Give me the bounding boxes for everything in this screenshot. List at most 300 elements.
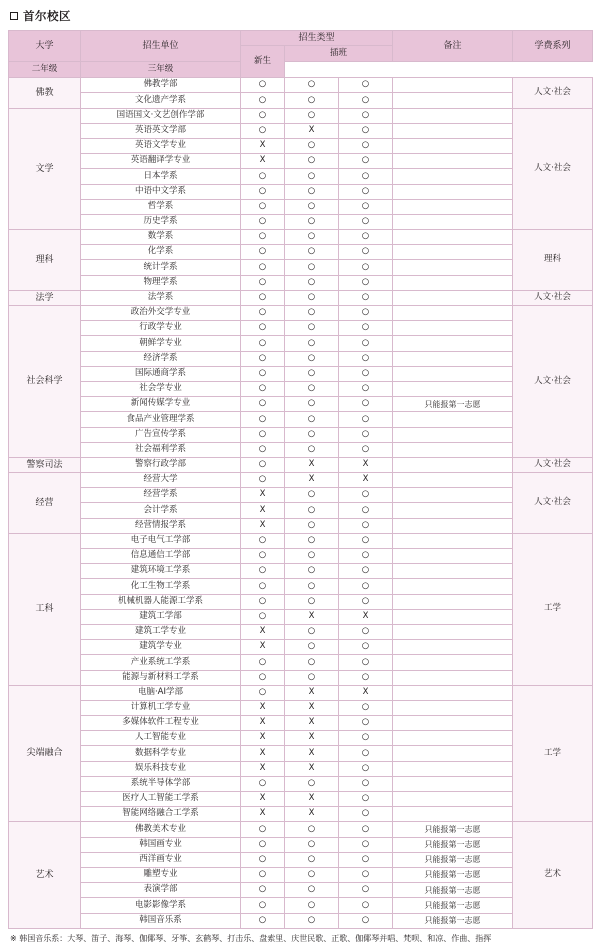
page-title: [10, 8, 592, 24]
table-row: [9, 381, 593, 396]
cell-new: X: [241, 138, 285, 153]
cell-unit: 政治外交学专业: [81, 306, 241, 321]
cell-unit: 物理学系: [81, 275, 241, 290]
cell-unit: 雕塑专业: [81, 867, 241, 882]
cell-unit: 化工生物工学系: [81, 579, 241, 594]
table-row: [9, 700, 593, 715]
cell-note: [393, 108, 513, 123]
cell-new: X: [241, 807, 285, 822]
table-row: [9, 290, 593, 305]
cell-unit: 新闻传媒学专业: [81, 397, 241, 412]
cell-unit: 国语国文·文艺创作学部: [81, 108, 241, 123]
cell-grade2: ○: [285, 822, 339, 837]
cell-unit: 经营大学: [81, 473, 241, 488]
cell-grade2: X: [285, 792, 339, 807]
cell-college: 文学: [9, 108, 81, 230]
table-row: [9, 685, 593, 700]
cell-college: 佛教: [9, 78, 81, 108]
table-row: [9, 898, 593, 913]
table-row: [9, 852, 593, 867]
cell-unit: 经营情报学系: [81, 518, 241, 533]
cell-grade3: ○: [339, 351, 393, 366]
table-header-row-1: [9, 31, 593, 46]
cell-unit: 经济学系: [81, 351, 241, 366]
cell-new: ○: [241, 336, 285, 351]
cell-grade2: ○: [285, 78, 339, 93]
cell-grade2: ○: [285, 837, 339, 852]
cell-note: [393, 93, 513, 108]
cell-grade2: ○: [285, 306, 339, 321]
table-header-row-3: [9, 62, 593, 78]
cell-grade2: X: [285, 807, 339, 822]
cell-grade2: ○: [285, 138, 339, 153]
cell-grade2: ○: [285, 579, 339, 594]
cell-grade3: ○: [339, 731, 393, 746]
cell-unit: 食品产业管理学系: [81, 412, 241, 427]
cell-grade2: ○: [285, 412, 339, 427]
cell-grade2: ○: [285, 381, 339, 396]
cell-new: ○: [241, 275, 285, 290]
cell-grade3: ○: [339, 913, 393, 928]
cell-note: [393, 366, 513, 381]
cell-note: [393, 716, 513, 731]
cell-unit: 建筑学专业: [81, 640, 241, 655]
cell-unit: 系统半导体学部: [81, 776, 241, 791]
cell-note: [393, 746, 513, 761]
cell-grade2: ○: [285, 488, 339, 503]
cell-new: X: [241, 700, 285, 715]
cell-unit: 佛教美术专业: [81, 822, 241, 837]
cell-new: ○: [241, 898, 285, 913]
cell-note: [393, 260, 513, 275]
cell-grade2: ○: [285, 351, 339, 366]
table-row: [9, 184, 593, 199]
cell-grade2: ○: [285, 427, 339, 442]
table-row: [9, 624, 593, 639]
cell-grade2: X: [285, 700, 339, 715]
cell-new: ○: [241, 913, 285, 928]
cell-grade3: ○: [339, 93, 393, 108]
cell-grade3: ○: [339, 716, 393, 731]
cell-note: 只能报第一志愿: [393, 397, 513, 412]
cell-unit: 哲学系: [81, 199, 241, 214]
cell-new: ○: [241, 609, 285, 624]
table-row: [9, 883, 593, 898]
cell-grade2: X: [285, 123, 339, 138]
cell-unit: 广告宣传学系: [81, 427, 241, 442]
cell-grade3: ○: [339, 564, 393, 579]
cell-college: 警察司法: [9, 457, 81, 472]
cell-college: 尖端融合: [9, 685, 81, 822]
cell-new: ○: [241, 199, 285, 214]
cell-grade2: ○: [285, 533, 339, 548]
cell-grade2: ○: [285, 245, 339, 260]
column-header-new: 新生: [241, 46, 285, 78]
cell-unit: 韩国音乐系: [81, 913, 241, 928]
cell-new: ○: [241, 381, 285, 396]
table-row: [9, 366, 593, 381]
cell-grade3: ○: [339, 108, 393, 123]
cell-series: 工学: [513, 533, 593, 685]
cell-unit: 计算机工学专业: [81, 700, 241, 715]
cell-grade2: ○: [285, 898, 339, 913]
table-row: [9, 746, 593, 761]
cell-unit: 能源与新材料工学系: [81, 670, 241, 685]
cell-college: 社会科学: [9, 306, 81, 458]
cell-new: ○: [241, 290, 285, 305]
cell-note: [393, 761, 513, 776]
cell-grade3: ○: [339, 776, 393, 791]
table-row: [9, 807, 593, 822]
cell-grade3: ○: [339, 321, 393, 336]
table-row: [9, 321, 593, 336]
cell-note: 只能报第一志愿: [393, 898, 513, 913]
cell-unit: 朝鲜学专业: [81, 336, 241, 351]
cell-unit: 英语翻译学专业: [81, 154, 241, 169]
cell-new: ○: [241, 594, 285, 609]
cell-new: ○: [241, 457, 285, 472]
cell-note: [393, 214, 513, 229]
table-row: [9, 549, 593, 564]
cell-grade2: X: [285, 761, 339, 776]
table-row: [9, 275, 593, 290]
cell-unit: 人工智能专业: [81, 731, 241, 746]
cell-new: X: [241, 624, 285, 639]
cell-grade3: ○: [339, 898, 393, 913]
cell-grade3: ○: [339, 245, 393, 260]
cell-note: [393, 245, 513, 260]
cell-grade2: ○: [285, 321, 339, 336]
cell-new: ○: [241, 685, 285, 700]
cell-grade3: ○: [339, 336, 393, 351]
cell-grade2: ○: [285, 503, 339, 518]
cell-new: X: [241, 640, 285, 655]
cell-grade3: ○: [339, 169, 393, 184]
cell-unit: 表演学部: [81, 883, 241, 898]
cell-new: ○: [241, 306, 285, 321]
cell-note: [393, 427, 513, 442]
cell-note: [393, 473, 513, 488]
table-row: [9, 93, 593, 108]
cell-grade2: ○: [285, 260, 339, 275]
cell-new: ○: [241, 564, 285, 579]
table-row: [9, 867, 593, 882]
table-row: [9, 640, 593, 655]
cell-new: X: [241, 518, 285, 533]
cell-new: X: [241, 503, 285, 518]
cell-grade3: X: [339, 685, 393, 700]
cell-note: [393, 154, 513, 169]
cell-grade3: ○: [339, 594, 393, 609]
cell-unit: 中语中文学系: [81, 184, 241, 199]
cell-grade3: ○: [339, 260, 393, 275]
cell-grade2: ○: [285, 230, 339, 245]
table-row: [9, 199, 593, 214]
cell-series: 人文·社会: [513, 473, 593, 534]
column-header-note: 备注: [393, 31, 513, 62]
cell-unit: 电子电气工学部: [81, 533, 241, 548]
cell-grade3: ○: [339, 700, 393, 715]
cell-grade2: X: [285, 473, 339, 488]
cell-grade2: ○: [285, 214, 339, 229]
table-row: [9, 837, 593, 852]
cell-note: [393, 685, 513, 700]
cell-grade3: ○: [339, 807, 393, 822]
cell-series: 理科: [513, 230, 593, 291]
cell-grade3: X: [339, 457, 393, 472]
cell-grade2: ○: [285, 336, 339, 351]
cell-grade2: ○: [285, 199, 339, 214]
cell-new: ○: [241, 351, 285, 366]
cell-note: [393, 199, 513, 214]
cell-college: 经营: [9, 473, 81, 534]
cell-unit: 英语英文学部: [81, 123, 241, 138]
cell-grade2: X: [285, 746, 339, 761]
cell-series: 人文·社会: [513, 78, 593, 108]
table-body: [9, 78, 593, 929]
cell-grade3: ○: [339, 397, 393, 412]
cell-grade2: X: [285, 731, 339, 746]
cell-unit: 娱乐科技专业: [81, 761, 241, 776]
table-row: [9, 564, 593, 579]
cell-note: [393, 290, 513, 305]
cell-series: 人文·社会: [513, 108, 593, 230]
cell-grade3: ○: [339, 640, 393, 655]
cell-unit: 数据科学专业: [81, 746, 241, 761]
table-row: [9, 594, 593, 609]
cell-new: ○: [241, 473, 285, 488]
cell-new: ○: [241, 837, 285, 852]
cell-unit: 信息通信工学部: [81, 549, 241, 564]
cell-unit: 英语文学专业: [81, 138, 241, 153]
table-row: [9, 579, 593, 594]
cell-note: 只能报第一志愿: [393, 822, 513, 837]
cell-unit: 社会学专业: [81, 381, 241, 396]
cell-grade3: ○: [339, 412, 393, 427]
cell-new: ○: [241, 366, 285, 381]
cell-grade2: ○: [285, 624, 339, 639]
cell-grade2: ○: [285, 290, 339, 305]
cell-grade3: ○: [339, 533, 393, 548]
cell-grade2: X: [285, 716, 339, 731]
cell-new: ○: [241, 852, 285, 867]
cell-new: ○: [241, 549, 285, 564]
cell-grade3: ○: [339, 381, 393, 396]
cell-grade3: ○: [339, 624, 393, 639]
table-row: [9, 488, 593, 503]
cell-grade3: ○: [339, 867, 393, 882]
cell-unit: 机械机器人能源工学系: [81, 594, 241, 609]
cell-note: [393, 336, 513, 351]
cell-new: ○: [241, 883, 285, 898]
table-row: [9, 169, 593, 184]
cell-note: [393, 78, 513, 93]
cell-grade3: ○: [339, 579, 393, 594]
cell-series: 工学: [513, 685, 593, 822]
cell-grade3: ○: [339, 655, 393, 670]
cell-unit: 多媒体软件工程专业: [81, 716, 241, 731]
cell-note: [393, 442, 513, 457]
cell-note: [393, 351, 513, 366]
cell-college: 工科: [9, 533, 81, 685]
cell-note: [393, 549, 513, 564]
cell-new: X: [241, 716, 285, 731]
cell-unit: 电影影像学系: [81, 898, 241, 913]
cell-grade3: ○: [339, 214, 393, 229]
cell-grade2: ○: [285, 883, 339, 898]
cell-note: [393, 306, 513, 321]
cell-grade3: ○: [339, 230, 393, 245]
table-row: [9, 442, 593, 457]
cell-note: [393, 321, 513, 336]
table-row: [9, 655, 593, 670]
cell-note: 只能报第一志愿: [393, 867, 513, 882]
cell-new: ○: [241, 533, 285, 548]
cell-unit: 智能网络融合工学系: [81, 807, 241, 822]
cell-unit: 西洋画专业: [81, 852, 241, 867]
cell-grade3: ○: [339, 154, 393, 169]
cell-unit: 韩国画专业: [81, 837, 241, 852]
cell-college: 理科: [9, 230, 81, 291]
cell-series: 艺术: [513, 822, 593, 928]
cell-grade3: ○: [339, 123, 393, 138]
cell-series: 人文·社会: [513, 306, 593, 458]
cell-grade3: ○: [339, 78, 393, 93]
cell-note: [393, 609, 513, 624]
cell-unit: 化学系: [81, 245, 241, 260]
cell-new: ○: [241, 123, 285, 138]
cell-new: X: [241, 488, 285, 503]
cell-college: 艺术: [9, 822, 81, 928]
column-header-grade2: 二年级: [9, 62, 81, 78]
cell-grade2: ○: [285, 275, 339, 290]
table-row: [9, 503, 593, 518]
cell-new: ○: [241, 670, 285, 685]
table-row: [9, 792, 593, 807]
table-row: [9, 108, 593, 123]
table-row: [9, 609, 593, 624]
cell-grade2: ○: [285, 518, 339, 533]
cell-grade2: X: [285, 685, 339, 700]
cell-grade3: ○: [339, 275, 393, 290]
cell-new: ○: [241, 245, 285, 260]
cell-grade2: ○: [285, 366, 339, 381]
cell-grade2: ○: [285, 670, 339, 685]
cell-grade2: ○: [285, 442, 339, 457]
cell-note: [393, 169, 513, 184]
cell-new: ○: [241, 230, 285, 245]
table-row: [9, 913, 593, 928]
cell-grade2: ○: [285, 169, 339, 184]
cell-unit: 文化遗产学系: [81, 93, 241, 108]
cell-note: [393, 488, 513, 503]
cell-new: ○: [241, 427, 285, 442]
cell-new: ○: [241, 655, 285, 670]
table-row: [9, 473, 593, 488]
cell-new: ○: [241, 214, 285, 229]
cell-new: ○: [241, 78, 285, 93]
cell-grade2: X: [285, 609, 339, 624]
cell-new: ○: [241, 397, 285, 412]
cell-grade3: ○: [339, 442, 393, 457]
cell-new: ○: [241, 867, 285, 882]
cell-grade3: ○: [339, 883, 393, 898]
cell-unit: 数学系: [81, 230, 241, 245]
table-row: [9, 336, 593, 351]
cell-new: ○: [241, 412, 285, 427]
cell-grade2: ○: [285, 594, 339, 609]
table-row: [9, 154, 593, 169]
cell-grade2: ○: [285, 655, 339, 670]
cell-note: [393, 275, 513, 290]
cell-new: ○: [241, 93, 285, 108]
cell-grade2: ○: [285, 108, 339, 123]
cell-grade3: ○: [339, 503, 393, 518]
table-row: [9, 351, 593, 366]
cell-unit: 历史学系: [81, 214, 241, 229]
cell-college: 法学: [9, 290, 81, 305]
cell-new: ○: [241, 169, 285, 184]
cell-note: 只能报第一志愿: [393, 883, 513, 898]
column-header-transfer: 插班: [285, 46, 393, 62]
cell-grade2: ○: [285, 564, 339, 579]
column-header-admission-type: 招生类型: [241, 31, 393, 46]
column-header-unit: 招生单位: [81, 31, 241, 62]
cell-note: [393, 655, 513, 670]
cell-new: ○: [241, 822, 285, 837]
cell-unit: 国际通商学系: [81, 366, 241, 381]
cell-series: 人文·社会: [513, 290, 593, 305]
table-row: [9, 412, 593, 427]
cell-grade3: ○: [339, 822, 393, 837]
cell-note: [393, 503, 513, 518]
cell-note: [393, 457, 513, 472]
cell-new: ○: [241, 776, 285, 791]
cell-new: X: [241, 792, 285, 807]
cell-grade3: ○: [339, 792, 393, 807]
table-row: [9, 457, 593, 472]
cell-grade2: ○: [285, 154, 339, 169]
table-row: [9, 214, 593, 229]
cell-new: X: [241, 746, 285, 761]
cell-new: X: [241, 154, 285, 169]
table-row: [9, 138, 593, 153]
cell-note: [393, 123, 513, 138]
cell-grade3: ○: [339, 549, 393, 564]
cell-note: [393, 138, 513, 153]
table-row: [9, 123, 593, 138]
cell-grade3: X: [339, 473, 393, 488]
square-marker-icon: [10, 12, 18, 20]
cell-note: [393, 670, 513, 685]
cell-new: ○: [241, 184, 285, 199]
table-row: [9, 260, 593, 275]
cell-grade2: X: [285, 457, 339, 472]
table-row: [9, 761, 593, 776]
cell-grade2: ○: [285, 640, 339, 655]
cell-grade2: ○: [285, 549, 339, 564]
cell-note: 只能报第一志愿: [393, 837, 513, 852]
cell-grade2: ○: [285, 184, 339, 199]
cell-new: ○: [241, 108, 285, 123]
table-row: [9, 822, 593, 837]
cell-grade2: ○: [285, 93, 339, 108]
cell-note: [393, 579, 513, 594]
admissions-table: [8, 30, 593, 929]
table-row: [9, 776, 593, 791]
cell-unit: 医疗人工智能工学系: [81, 792, 241, 807]
cell-grade3: ○: [339, 138, 393, 153]
